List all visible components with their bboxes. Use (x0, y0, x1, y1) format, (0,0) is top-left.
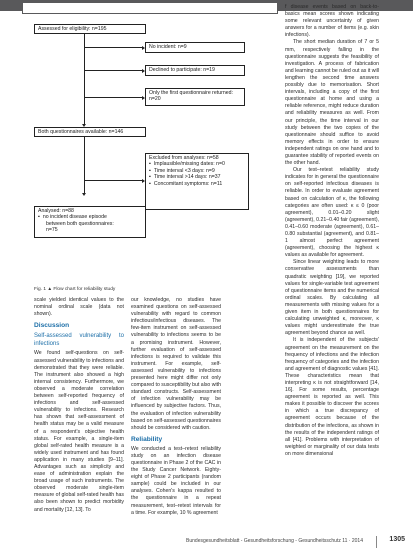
right-column (285, 4, 379, 458)
analysed-line: between both questionnaires: (46, 220, 114, 227)
paragraph: scale yielded identical values to the nominal ordinal scale (data not shown). (34, 297, 124, 318)
paragraph: We conducted a test–retest reliability study on an infection disease questionnaire in Phase 2 of the CAC in the Study Cancer Network. Eighty-eight of Phase 2 participants (random sample) could be included in our analyses. Cohen's kappa resulted to the questionnaire in a repeat measurement, test–retest intervals for a time. For example, 10 % agreement (131, 445, 221, 516)
excluded-item: ▪ Time interval >14 days: n=37 (149, 174, 245, 180)
figure-frame-top (22, 2, 278, 14)
paragraph: Our test–retest reliability study indicates for in general the questionnaire on self-reported infectious diseases is reliable. In order to evaluate agreement based on calculation of κ, the following categories are often used: κ ≤ 0 (poor agreement), 0.01–0.20 slight (agreement), 0.21–0.40 fair (agreement), 0.41–0.60 moderate (agreement), 0.61–0.80 substantial (agreement), and 0.81–1 almost perfect agreement (agreement), choosing the highest κ values as available for agreement. (285, 167, 380, 259)
subsection-heading: Self-assessed vulnerability to infections (34, 333, 124, 347)
excluded-item: ▪ Implausible/missing dates: n=0 (149, 161, 245, 167)
flow-box-assessed: Assessed for eligibility: n=195 (34, 24, 146, 34)
arrow-down-icon (82, 193, 86, 196)
excluded-title: Excluded from analyses: n=58 (149, 155, 219, 161)
paragraph: The short median duration of 7 or 5 mm, respectively falling in the questionnaire suggests the feasibility of investigation. A process of fabrication and learning cannot be ruled out as it will lengthen the second time answers possibly due to memorisation. Short intervals, including a copy of the first questionnaire at home and using a reliable reference, might reduce duration and reliability measures as well. From our principle, the time interval in our study between the two copies of the questionnaire should suffice to avoid memory effects in order to ensure independent ratings on one hand and to guarantee stability of reported events on the other hand. (285, 39, 380, 167)
left-column (34, 297, 124, 514)
paragraph: our knowledge, no studies have examined questions on self-assessed vulnerability with regard to common infectious/infectious diseases. The few-item instrument on self-assessed vulnerability to infections seems to be a promising instrument. However, further evaluation of self-assessed infections is required to validate this instrument. For example, self-assessed vulnerability to infections presented here might differ not only compared to susceptibility but also with standard constructs. Self-assessment of infection vulnerability may be influenced by subjective factors. Thus, the evaluation of infection vulnerability based on self-assessed questionnaires should be considered with caution. (131, 297, 221, 431)
flow-box-excluded (145, 153, 249, 210)
paragraph: f disease events based on back-to-basics mean scores shown indicating some relevant uncertainty of given answers for a number of items (e.g. skin infections). (285, 4, 379, 39)
analysed-line: n=75 (46, 227, 58, 234)
section-heading: Reliability (131, 435, 163, 443)
paragraph: We found self-questions on self-assessed vulnerability to infections and demonstrated that they were reliable. The instrument also showed a high internal consistency. Furthermore, we observed a moderate correlation between self-reported frequency of infections and self-assessed vulnerability to infections. Research has shown that self-assessment of health status may be a valid measure of a respondent's objective health status. For example, a single-item global self-rated health measure is a widely used instrument and has found application in many studies [9–11]. Advantages such as simplicity and ease of administration explain the broad usage of such instruments. The observed moderate single-item measure of global self-rated health has also been shown to predict morbidity and mortality [12, 13]. To (34, 350, 124, 513)
footer-divider (376, 536, 377, 548)
flow-connector-main (84, 137, 85, 193)
figure-caption: Fig. 1 ▲ Flow chart for reliability study (34, 287, 116, 292)
flow-connector (84, 97, 142, 98)
flow-box-only-first: Only the first questionnaire returned: n=20 (145, 88, 245, 106)
middle-column (131, 297, 221, 517)
paragraph: It is independent of the subjects' agreement on the measurement on the frequency of infections and the infection frequency of categories and the infection and agreement of diagnostic values [41]. These characteristics mean that interpreting κ is not straightforward [14, 16]. For some results, percentage agreement is reported as well. This makes it possible to discover the scores in which a true discrepancy of agreement occurs because of the distribution of the infections, as shown in the results of the independent ratings of all [41]. Problems with interpretation of weighted or marginality of our data tests on more dimensional (285, 337, 379, 457)
flow-connector (84, 70, 142, 71)
excluded-item: ▪ Concomitant symptoms: n=11 (149, 181, 245, 187)
excluded-item: ▪ Time interval <3 days: n=9 (149, 168, 245, 174)
analysed-line: Analysed: n=88 (38, 208, 74, 214)
flow-box-no-incident: No incident: n=9 (145, 42, 245, 53)
paragraph: Since linear weighting leads to more conservative assessments than quadratic weighting [19], we reported values for single-variable test agreement of questionnaire items and the numerical ordinal scales. By calculating all measurements with missing values for a given item in both questionnaires for calculating unweighted κ, moreover, κ values might underestimate the true agreement beyond chance as well. (285, 259, 379, 337)
flow-box-analysed (34, 206, 146, 238)
flow-connector (84, 47, 142, 48)
analysed-line: ▪ no incident disease episode (38, 214, 142, 220)
section-heading: Discussion (34, 322, 70, 330)
flow-box-declined: Declined to participate: n=19 (145, 65, 245, 76)
flow-connector (84, 180, 142, 181)
journal-citation: Bundesgesundheitsblatt - Gesundheitsforschung - Gesundheitsschutz 11 · 2014 (186, 538, 363, 544)
page-footer (0, 536, 413, 549)
page-number: 1305 (389, 536, 405, 543)
flow-box-both-available: Both questionnaires available: n=146 (34, 127, 146, 137)
